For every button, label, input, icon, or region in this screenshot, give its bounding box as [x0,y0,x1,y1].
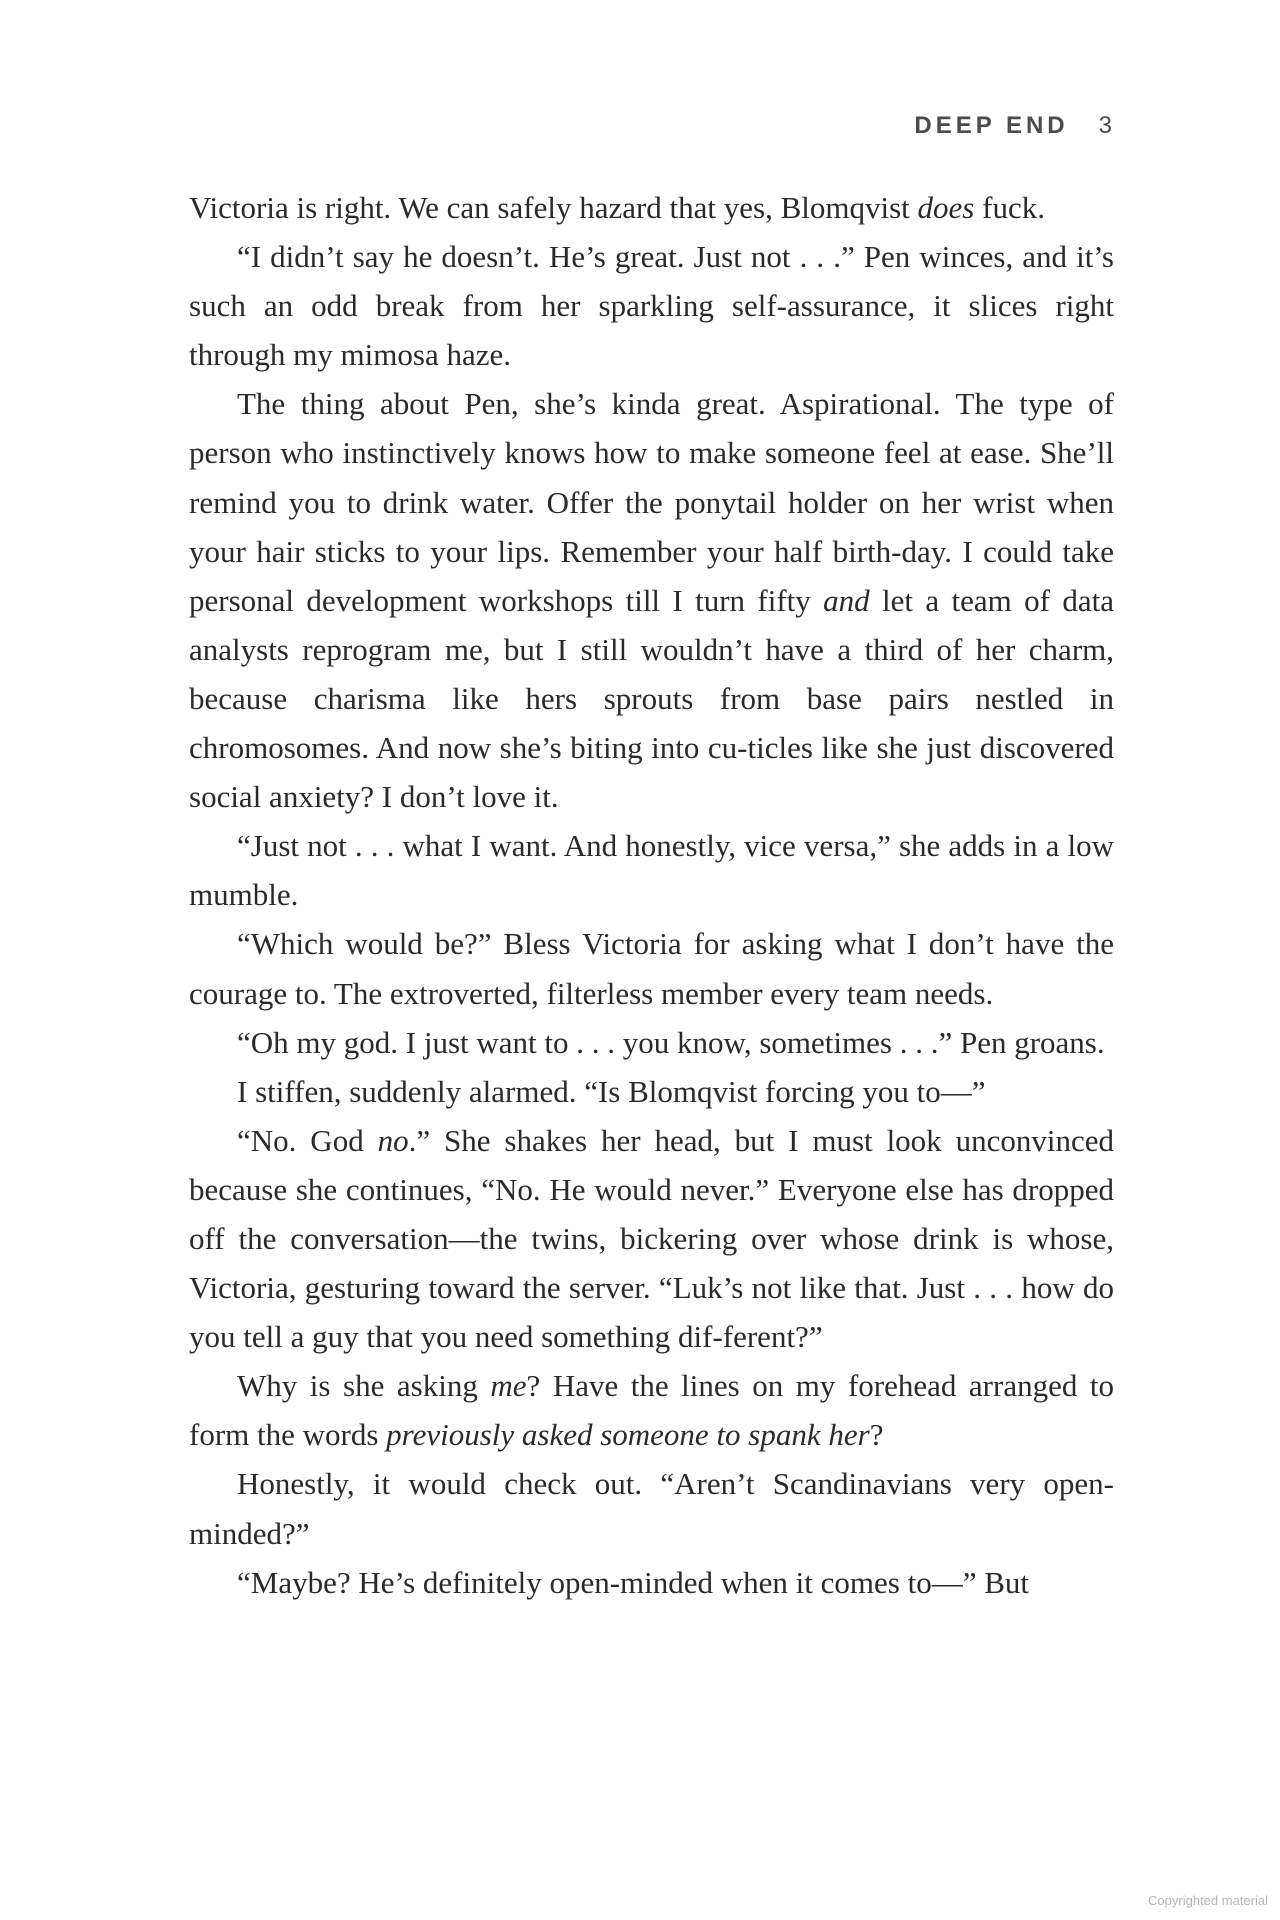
text-run: Victoria is right. We can safely hazard that yes, Blomqvist [189,190,918,225]
text-run: .” She shakes her head, but I must look unconvinced because she continues, “No. He would never.” Everyone else has dropped off the conversation—the twins, bickering over whose drink is whose, Victoria, gesturing toward the server. “Luk’s not like that. Just . . . how do you tell a guy that you need something dif-ferent?” [189,1122,1114,1355]
text-run: fuck. [974,190,1045,225]
italic-run: does [917,190,975,225]
text-run: “No. God [237,1122,378,1158]
text-run: let a team of data analysts reprogram me, but I still wouldn’t have a third of her charm, because charisma like hers sprouts from base pairs nestled in chromosomes. And now she’s biting into cu-ticles like she just discovered social anxiety? I don’t love it. [189,582,1114,815]
text-run: “Maybe? He’s definitely open-minded when it comes to—” But [237,1564,1030,1600]
running-head [914,112,1112,140]
text-run: ? Have the lines on my forehead arranged to form the words [189,1368,1114,1453]
paragraph [189,919,1114,1017]
paragraph [189,1558,1114,1607]
italic-run: me [490,1368,527,1404]
running-head-title: DEEP END [914,112,1069,139]
body-text [189,183,1114,1607]
text-run: “Oh my god. I just want to . . . you know, sometimes . . .” Pen groans. [237,1024,1105,1060]
text-run: “I didn’t say he doesn’t. He’s great. Just not . . .” Pen winces, and it’s such an odd break from her sparkling self-assurance, it slices right through my mimosa haze. [189,239,1114,373]
paragraph [189,379,1114,821]
italic-run: and [823,582,870,618]
paragraph [189,232,1114,379]
text-run: I stiffen, suddenly alarmed. “Is Blomqvist forcing you to—” [237,1073,986,1109]
text-run: ? [869,1417,884,1453]
paragraph [189,183,1114,232]
text-run: Honestly, it would check out. “Aren’t Scandinavians very open-minded?” [189,1466,1114,1551]
text-run: “Which would be?” Bless Victoria for asking what I don’t have the courage to. The extroverted, filterless member every team needs. [189,926,1114,1011]
text-run: The thing about Pen, she’s kinda great. Aspirational. The type of person who instinctively knows how to make someone feel at ease. She’ll remind you to drink water. Offer the ponytail holder on her wrist when your hair sticks to your lips. Remember your half birth-day. I could take personal development workshops till I turn fifty [189,386,1114,618]
text-run: Why is she asking [237,1368,491,1404]
copyright-watermark: Copyrighted material [1148,1893,1268,1908]
paragraph [189,1459,1114,1557]
paragraph [189,821,1114,919]
paragraph [189,1067,1114,1116]
italic-run: previously asked someone to spank her [386,1417,870,1453]
text-run: “Just not . . . what I want. And honestly, vice versa,” she adds in a low mumble. [189,828,1114,913]
paragraph [189,1018,1114,1067]
page-number: 3 [1098,112,1112,139]
paragraph [189,1116,1114,1361]
paragraph [189,1361,1114,1459]
italic-run: no [377,1122,409,1158]
